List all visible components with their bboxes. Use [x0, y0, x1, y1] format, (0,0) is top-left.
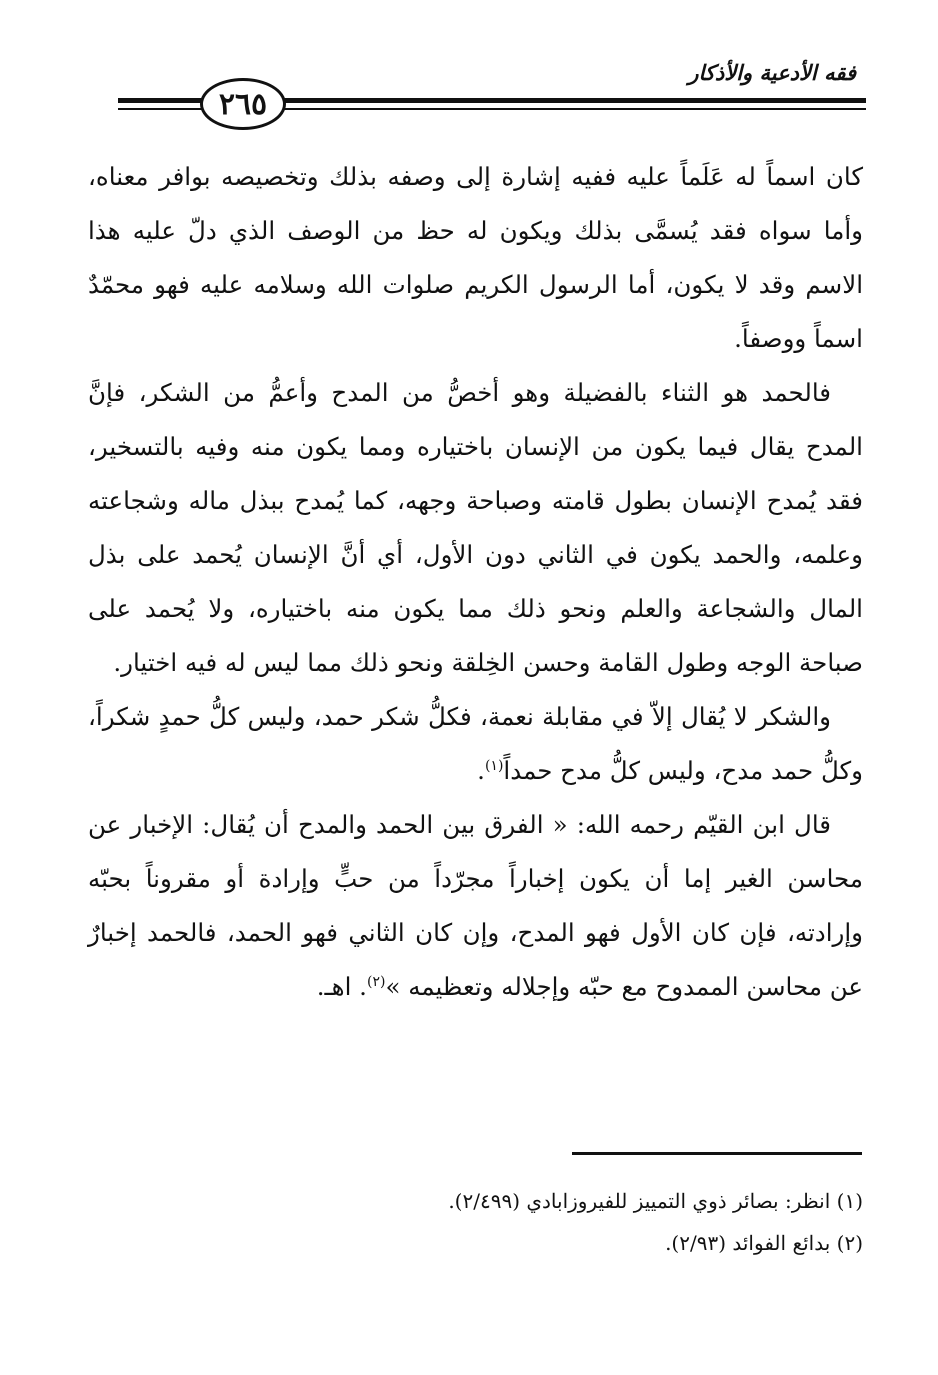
paragraph-4: [88, 798, 863, 1014]
paragraph-1: كان اسماً له عَلَماً عليه ففيه إشارة إلى وصفه بذلك وتخصيصه بوافر معناه، وأما سواه فقد يُسمَّى بذلك ويكون له حظ من الوصف الذي دلّ عليه هذا الاسم وقد لا يكون، أما الرسول الكريم صلوات الله وسلامه عليه فهو محمّدٌ اسماً ووصفاً.: [88, 162, 863, 353]
footnotes: [83, 1180, 863, 1264]
page-header: [0, 0, 938, 140]
header-rule-thin-left: [118, 108, 202, 110]
paragraph-2: فالحمد هو الثناء بالفضيلة وهو أخصُّ من المدح وأعمُّ من الشكر، فإنَّ المدح يقال فيما يكون من الإنسان باختياره ومما يكون منه وفيه بالتسخير، فقد يُمدح الإنسان بطول قامته وصباحة وجهه، كما يُمدح ببذل ماله وشجاعته وعلمه، والحمد يكون في الثاني دون الأول، أي أنَّ الإنسان يُحمد على بذل المال والشجاعة والعلم ونحو ذلك مما يكون منه باختياره، ولا يُحمد على صباحة الوجه وطول القامة وحسن الخِلقة ونحو ذلك مما ليس له فيه اختيار.: [88, 378, 863, 677]
paragraph-4-text: قال ابن القيّم رحمه الله: « الفرق بين الحمد والمدح أن يُقال: الإخبار عن محاسن الغير إما أن يكون إخباراً مجرّداً من حبٍّ وإرادة أو مقروناً بحبّه وإرادته، فإن كان الأول فهو المدح، وإن كان الثاني فهو الحمد، فالحمد إخبارٌ عن محاسن الممدوح مع حبّه وإجلاله وتعظيمه »: [88, 810, 863, 1001]
paragraph-3: [88, 690, 863, 798]
main-text: [88, 150, 863, 1014]
paragraph-4-tail: . اهـ.: [316, 972, 367, 1001]
running-title: فقه الأدعية والأذكار: [688, 60, 856, 85]
footnote-marker-1: (١): [484, 757, 504, 774]
header-rule-thin-right: [284, 108, 866, 110]
page-number: ٢٦٥: [200, 78, 286, 130]
header-rule-thick-right: [284, 98, 866, 103]
footnote-2: (٢) بدائع الفوائد (٢/٩٣).: [665, 1231, 863, 1255]
footnote-marker-2: (٢): [366, 973, 386, 990]
footnote-separator: [572, 1152, 862, 1155]
paragraph-3-tail: .: [477, 756, 485, 785]
paragraph-3-text: والشكر لا يُقال إلاّ في مقابلة نعمة، فكلُّ شكر حمد، وليس كلُّ حمدٍ شكراً، وكلُّ حمد مدح، وليس كلُّ مدح حمداً: [88, 702, 863, 785]
header-rule-thick-left: [118, 98, 202, 103]
footnote-1: (١) انظر: بصائر ذوي التمييز للفيروزابادي (٢/٤٩٩).: [448, 1189, 863, 1213]
